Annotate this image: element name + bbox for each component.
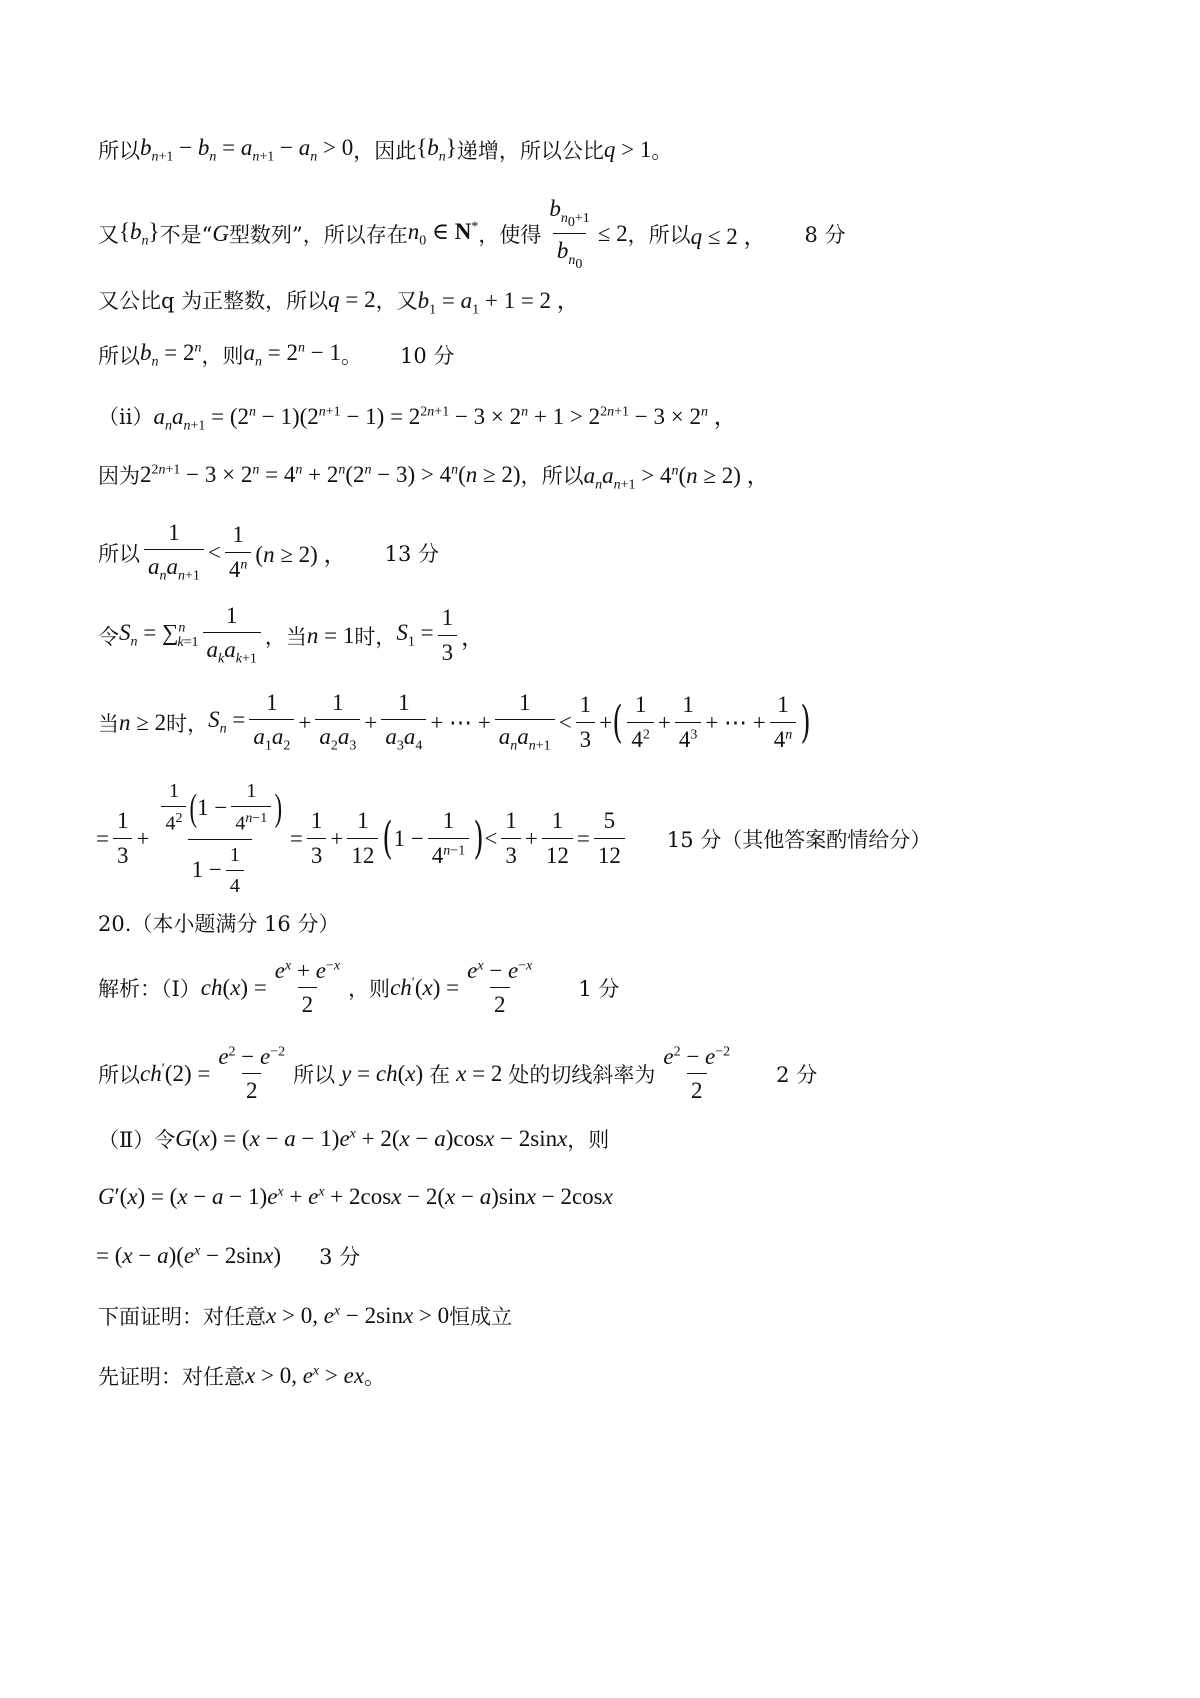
formula: y = ch(x): [341, 1061, 424, 1087]
score: 2 分: [776, 1063, 818, 1088]
q20-line-3: [98, 1124, 1140, 1154]
formula: x > 0, $e^x - 2\sin x > 0$: [266, 1303, 450, 1328]
fraction: $\frac{1}{3}$: [501, 808, 521, 869]
text: 令: [98, 624, 119, 649]
formula: $b_n = 2^n$: [140, 340, 202, 370]
fraction: $\frac{e^x - e^{-x}}{2}$: [467, 958, 533, 1018]
text: 又: [98, 223, 119, 248]
fraction: $\frac{1}{4^2}$ ( 1 − $\frac{1}{4^{n-1}}$ ) 1 − $\frac{1}{4}$: [153, 780, 285, 898]
score: 8 分: [804, 223, 846, 248]
text: ，则: [348, 977, 391, 1002]
q20-line-2: [98, 1044, 1140, 1105]
line-7: [98, 520, 1140, 585]
text: 递增，所以公比: [456, 139, 604, 164]
text: 下面证明：对任意: [98, 1305, 266, 1329]
text: 解析：（Ⅰ）: [98, 977, 201, 1002]
text: （Ⅱ）令: [98, 1128, 176, 1152]
fraction: $\frac{1}{12}$: [347, 808, 378, 869]
line-3: [98, 282, 1140, 319]
formula: = $(x - a)(e^x - 2\sin x)$: [96, 1243, 282, 1268]
fraction: $\frac{1}{3}$: [576, 692, 596, 753]
fraction: $\frac{e^2 - e^{-2}}{2}$: [663, 1044, 731, 1104]
line-6: [98, 457, 1140, 494]
fraction: $\frac{1}{4^{n-1}}$: [428, 808, 469, 869]
formula: (n ≥ 2) ，: [255, 542, 347, 568]
formula: $2^{2n+1} - 3 \times 2^n = 4^n + 2^n(2^n - 3) > 4^n(n \ge 2)$: [140, 462, 521, 488]
fraction: $\frac{1}{4^2}$: [627, 692, 654, 753]
fraction: $\frac{1}{a_na_{n+1}}$: [144, 520, 204, 585]
text: ，则: [201, 344, 244, 369]
q20-line-6: [98, 1301, 1140, 1331]
formula: $S_n$ =: [208, 707, 246, 737]
text: 型数列”，所以存在: [228, 223, 408, 248]
formula: ch(x) =: [200, 975, 267, 1001]
fraction: $\frac{1}{a_3a_4}$: [381, 690, 426, 755]
formula: q = 2: [328, 287, 376, 313]
fraction: $\frac{1}{3}$: [438, 605, 458, 666]
text: ，又: [375, 289, 418, 314]
fraction: $\frac{1}{3}$: [113, 808, 133, 869]
formula: n ≥ 2: [119, 709, 167, 735]
text: 。: [340, 344, 362, 369]
q20-line-4: [98, 1184, 1140, 1210]
fraction: $\frac{1}{4^3}$: [675, 692, 702, 753]
line-1: [98, 135, 1140, 166]
line-2: [98, 196, 1140, 273]
text: G: [212, 221, 229, 247]
fraction: $\frac{1}{12}$: [542, 808, 573, 869]
formula: $G(x) = (x - a - 1)e^x + 2(x - a)\cos x - 2\sin x$: [175, 1126, 568, 1151]
text: 因为: [98, 464, 140, 489]
formula: $b_1 = a_1 + 1 = 2$ ，: [417, 288, 580, 318]
fraction: $\frac{1}{a_na_{n+1}}$: [495, 690, 555, 755]
formula: n = 1: [306, 622, 355, 648]
text: 。: [364, 1365, 386, 1389]
text: ，使得: [478, 223, 542, 248]
line-4: [98, 340, 1140, 371]
text: ，则: [567, 1128, 610, 1152]
score: 1 分: [578, 977, 620, 1002]
text: 时，: [354, 624, 397, 649]
score: 3 分: [319, 1245, 361, 1269]
label: （ii）: [98, 405, 154, 430]
formula: $G'(x) = (x - a - 1)e^x + e^x + 2\cos x - 2(x - a)\sin x - 2\cos x$: [98, 1184, 613, 1209]
text: 所以: [98, 139, 140, 164]
fraction: $\frac{1}{4^n}$: [225, 522, 252, 583]
score: 13 分: [384, 541, 440, 566]
formula: $S_1$ =: [396, 620, 434, 650]
text: 又公比q 为正整数，所以: [98, 289, 329, 314]
text: ，所以: [520, 464, 584, 489]
formula: $b_{n+1} - b_n = a_{n+1} - a_n > 0$: [140, 135, 354, 165]
fraction: $\frac{e^2 - e^{-2}}{2}$: [218, 1044, 286, 1104]
q20-line-7: [98, 1361, 1140, 1391]
fraction: $\frac{5}{12}$: [594, 808, 625, 869]
q20-title: [98, 908, 1140, 938]
text: ，当: [264, 624, 307, 649]
text: 。: [651, 139, 673, 164]
formula: ，: [461, 625, 485, 651]
text: 不是“: [159, 223, 213, 248]
score: 10 分: [399, 344, 455, 369]
formula: $n_0$ ∈ N*: [407, 219, 479, 249]
formula: ch′(x) =: [390, 975, 460, 1001]
line-9: 当 n ≥ 2 时， $S_n$ = $\frac{1}{a_1a_2}$ + $\frac{1}{a_2a_3}$ + $\frac{1}{a_3a_4}$ + ⋯ + $\frac{1}{a_na_{n+1}}$ < $\frac{1}{3}$ + ( $\frac{1}{4^2}$ + $\frac{1}{4^3}$ + ⋯ + $\frac{1}{4^n}$ ): [98, 690, 812, 755]
text: 所以: [98, 541, 140, 566]
fraction: $\frac{1}{a_ka_{k+1}}$: [203, 603, 261, 668]
formula: $S_n = \sum^n_{k=1}$: [119, 620, 199, 650]
text: 处的切线斜率为: [508, 1063, 656, 1088]
line-5: [98, 398, 1140, 435]
formula: $a_na_{n+1} = (2^n - 1)(2^{n+1} - 1) = 2^{2n+1} - 3 \times 2^n + 1 > 2^{2n+1} - 3 \times 2^n$ ，: [153, 404, 737, 434]
q20-line-1: [98, 958, 1140, 1019]
formula: x = 2: [456, 1061, 503, 1087]
formula: x > 0, $e^x$ > ex: [245, 1363, 365, 1388]
text: ，因此: [353, 139, 417, 164]
text: 当: [98, 711, 119, 736]
text: 所以: [98, 344, 140, 369]
text: 所以: [98, 1063, 140, 1088]
score: 15 分（其他答案酌情给分）: [666, 827, 932, 852]
line-10: = $\frac{1}{3}$ + $\frac{1}{4^2}$ ( 1 − $\frac{1}{4^{n-1}}$ ) 1 − $\frac{1}{4}$ = $\frac{1}{3}$ + $\frac{1}{12}$ ( 1 − $\frac{1}{4^{n-1}}$ ) < $\frac{1}{3}$ + $\frac{1}{12}$ = $\frac{5}{12}$ 15 分（其他答案酌情给分）: [96, 780, 932, 897]
formula: $\{b_n\}$: [119, 219, 160, 249]
fraction: $\frac{1}{a_2a_3}$: [315, 690, 360, 755]
fraction: $\frac{b_{n_0+1}}{b_{n_0}}$: [549, 196, 590, 272]
formula: <: [207, 539, 221, 565]
q20-line-5: [96, 1241, 1140, 1271]
formula: $a_na_{n+1} > 4^n(n \ge 2)$ ，: [583, 463, 770, 493]
fraction: $\frac{e^x + e^{-x}}{2}$: [274, 958, 341, 1018]
formula: $a_n = 2^n - 1$: [243, 340, 341, 370]
formula: q > 1: [603, 137, 652, 163]
formula: ≤ 2: [597, 221, 628, 247]
text: 所以: [293, 1063, 336, 1088]
formula: $\{b_n\}$: [416, 135, 457, 165]
fraction: $\frac{1}{3}$: [307, 808, 327, 869]
heading: 20.（本小题满分 16 分）: [98, 912, 340, 936]
text: ，所以: [627, 223, 691, 248]
line-8: [98, 603, 1140, 668]
formula: ch′(2) =: [140, 1061, 211, 1087]
text: 时，: [166, 711, 209, 736]
text: 恒成立: [449, 1305, 513, 1329]
formula: q ≤ 2 ，: [690, 223, 767, 249]
fraction: $\frac{1}{4^n}$: [770, 692, 797, 753]
fraction: $\frac{1}{a_1a_2}$: [249, 690, 294, 755]
text: 先证明：对任意: [98, 1365, 245, 1389]
text: 在: [429, 1063, 451, 1088]
